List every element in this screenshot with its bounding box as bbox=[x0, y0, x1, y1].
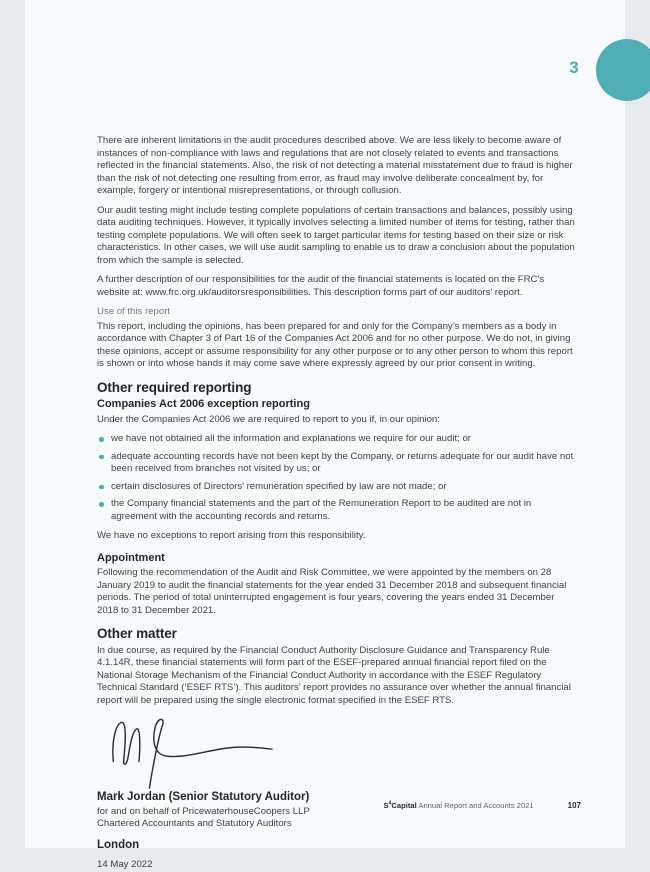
auditor-name: Mark Jordan (Senior Statutory Auditor) bbox=[97, 791, 310, 803]
list-item-text: certain disclosures of Directors’ remuneration specified by law are not made; or bbox=[111, 480, 447, 492]
paragraph-audit-testing: Our audit testing might include testing complete populations of certain transactions and balances, possibly using data auditing techniques. However, it typically involves selecting a limited number of items for testing, rather than testing complete populations. We will often seek to target particular items for testing based on their size or risk characteristics. In other cases, we will use audit sampling to enable us to draw a conclusion about the population from which the sample is selected. bbox=[97, 204, 575, 266]
report-date: 14 May 2022 bbox=[97, 859, 153, 870]
paragraph-audit-limitations: There are inherent limitations in the audit procedures described above. We are less likely to become aware of instances of non-compliance with laws and regulations that are not closely related to events and transactions reflected in the financial statements. Also, the risk of not detecting a material misstatement due to fraud is higher than the risk of not detecting one resulting from error, as fraud may involve deliberate concealment by, for example, forgery or intentional misrepresentations, or through collusion. bbox=[97, 135, 573, 196]
list-item bbox=[97, 433, 577, 446]
heading-use-of-report: Use of this report bbox=[97, 306, 171, 317]
heading-other-matter: Other matter bbox=[97, 626, 177, 641]
list-item-text: the Company financial statements and the part of the Remuneration Report to be audited are not in agreement with the accounting records and returns. bbox=[111, 498, 532, 522]
heading-appointment: Appointment bbox=[97, 551, 165, 564]
chapter-number: 3 bbox=[569, 58, 579, 77]
list-item bbox=[97, 481, 577, 494]
paragraph-use-of-report: This report, including the opinions, has been prepared for and only for the Company’s members as a body in accordance with Chapter 3 of Part 16 of the Companies Act 2006 and for no other purpose. We do not, in giving these opinions, accept or assume responsibility for any other purpose or to any other person to whom this report is shown or into whose hands it may come save where expressly agreed by our prior consent in writing. bbox=[97, 320, 573, 369]
signature bbox=[101, 714, 291, 790]
heading-companies-act: Companies Act 2006 exception reporting bbox=[97, 398, 310, 410]
paragraph-no-exceptions: We have no exceptions to report arising from this responsibility. bbox=[97, 530, 366, 541]
list-item-text: we have not obtained all the information and explanations we require for our audit; or bbox=[111, 433, 471, 444]
brand-superscript: 4 bbox=[388, 800, 392, 807]
heading-other-required-reporting: Other required reporting bbox=[97, 379, 252, 395]
auditor-behalf: for and on behalf of PricewaterhouseCoopers LLP bbox=[97, 806, 310, 817]
list-item-text: adequate accounting records have not been kept by the Company, or returns adequate for our audit have not been received from branches not visited by us; or bbox=[111, 450, 574, 474]
list-item bbox=[97, 451, 577, 476]
bullet-icon bbox=[99, 455, 104, 460]
page-footer bbox=[25, 801, 581, 810]
exception-bullet-list bbox=[97, 433, 577, 523]
auditor-city: London bbox=[97, 839, 140, 851]
brand-logo-text: $S^4Capital$ bbox=[383, 800, 417, 810]
paragraph-frc-description: A further description of our responsibilities for the audit of the financial statements is located on the FRC’s website at: www.frc.org.uk/auditorsresponsibilities. This description forms part of our auditors’ report. bbox=[97, 274, 545, 298]
paragraph-other-matter: In due course, as required by the Financial Conduct Authority Disclosure Guidance and Transparency Rule 4.1.14R, these financial statements will form part of the ESEF-prepared annual financial report filed on the National Storage Mechanism of the Financial Conduct Authority in accordance with the ESEF Regulatory Technical Standard (‘ESEF RTS’). This auditors’ report provides no assurance over whether the annual financial report will be prepared using the single electronic format specified in the ESEF RTS. bbox=[97, 644, 571, 706]
bullet-icon bbox=[99, 502, 104, 507]
auditor-role: Chartered Accountants and Statutory Auditors bbox=[97, 817, 292, 829]
page-number: 107 bbox=[567, 801, 581, 810]
page-content bbox=[97, 135, 577, 872]
chapter-corner-circle bbox=[596, 39, 650, 101]
bullet-icon bbox=[99, 485, 104, 490]
report-page bbox=[25, 0, 625, 870]
bullet-icon bbox=[99, 437, 104, 442]
paragraph-companies-act-intro: Under the Companies Act 2006 we are required to report to you if, in our opinion: bbox=[97, 413, 440, 425]
paragraph-appointment: Following the recommendation of the Audit and Risk Committee, we were appointed by the members on 28 January 2019 to audit the financial statements for the year ended 31 December 2018 and subsequent financial periods. The period of total uninterrupted engagement is four years, covering the years ended 31 December 2018 to 31 December 2021. bbox=[97, 567, 567, 616]
footer-report-title: Annual Report and Accounts 2021 bbox=[416, 801, 534, 810]
list-item bbox=[97, 498, 577, 523]
